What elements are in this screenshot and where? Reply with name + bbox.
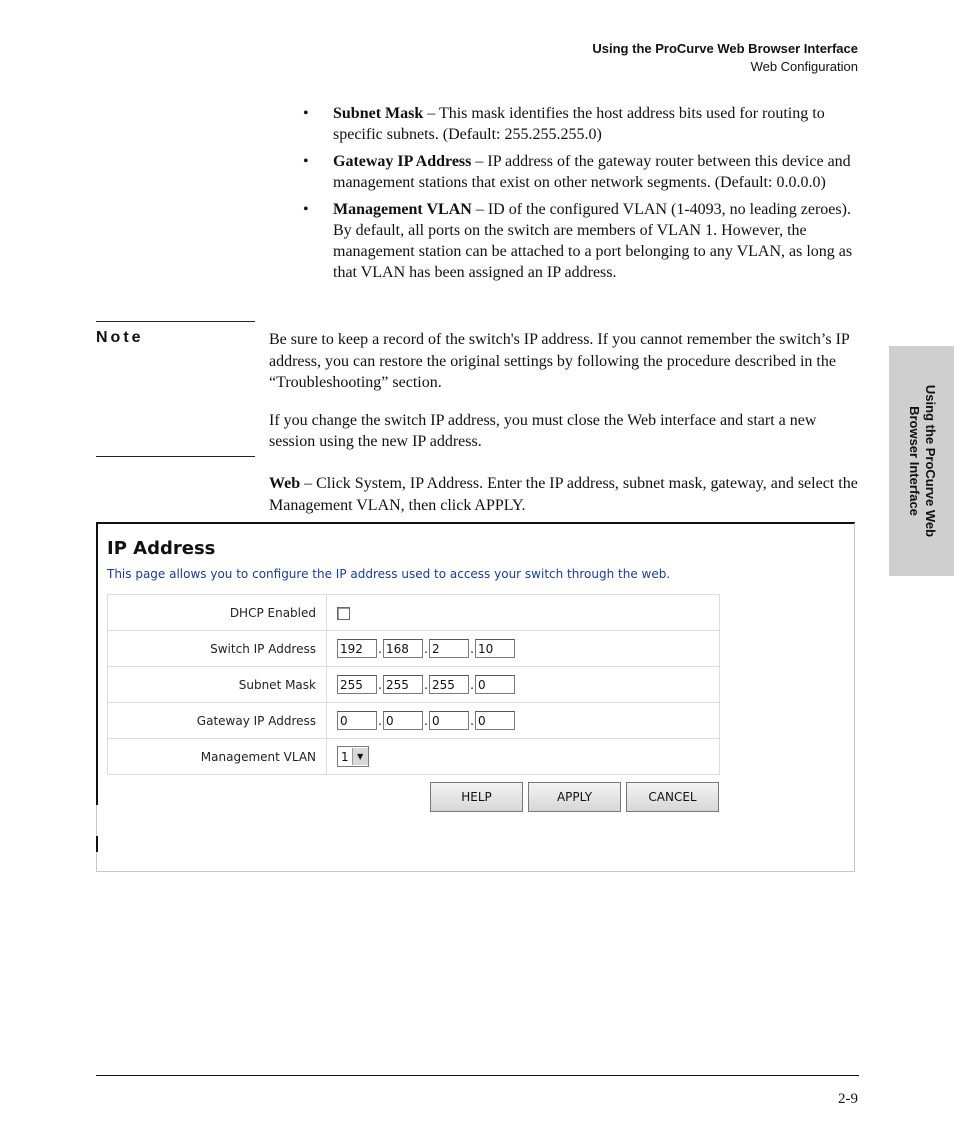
dhcp-label: DHCP Enabled bbox=[108, 595, 327, 631]
bullet-gateway-ip bbox=[303, 151, 859, 193]
bullet-text: – ID of the configured VLAN (1-4093, no leading zeroes). By default, all ports on the switch are members of VLAN 1. However, the management station can be attached to a port belonging to any VLAN, as long as that VLAN has been assigned an IP address. bbox=[333, 201, 853, 281]
switch-ip-octet-1[interactable]: 192 bbox=[337, 639, 377, 658]
subnet-mask-label: Subnet Mask bbox=[108, 667, 327, 703]
octet-dot: . bbox=[470, 677, 474, 692]
management-vlan-label: Management VLAN bbox=[108, 739, 327, 775]
bullet-term: Subnet Mask bbox=[333, 105, 424, 122]
vlan-selected-value: 1 bbox=[341, 749, 349, 764]
octet-dot: . bbox=[378, 713, 382, 728]
page-description: This page allows you to configure the IP address used to access your switch through the web. bbox=[107, 567, 671, 581]
side-tab-text bbox=[906, 356, 938, 566]
octet-dot: . bbox=[378, 677, 382, 692]
gateway-octet-4[interactable]: 0 bbox=[475, 711, 515, 730]
bullet-list bbox=[303, 103, 859, 289]
subnet-octet-3[interactable]: 255 bbox=[429, 675, 469, 694]
bullet-management-vlan bbox=[303, 199, 859, 283]
note-label: Note bbox=[96, 329, 144, 346]
screenshot-edge bbox=[96, 522, 98, 805]
side-tab-line-2: Browser Interface bbox=[906, 406, 922, 516]
help-button[interactable]: HELP bbox=[430, 782, 523, 812]
note-body bbox=[269, 329, 859, 469]
table-row bbox=[108, 595, 720, 631]
table-row bbox=[108, 631, 720, 667]
octet-dot: . bbox=[470, 713, 474, 728]
bullet-term: Gateway IP Address bbox=[333, 153, 472, 170]
bullet-dot: • bbox=[303, 153, 309, 170]
octet-dot: . bbox=[424, 713, 428, 728]
bullet-subnet-mask bbox=[303, 103, 859, 145]
management-vlan-select[interactable] bbox=[337, 746, 369, 767]
page-title: IP Address bbox=[107, 538, 216, 559]
web-instructions bbox=[269, 473, 859, 516]
apply-button[interactable]: APPLY bbox=[528, 782, 621, 812]
web-term: Web bbox=[269, 475, 301, 492]
ip-settings-table bbox=[107, 594, 720, 775]
gateway-octet-3[interactable]: 0 bbox=[429, 711, 469, 730]
chevron-down-icon[interactable]: ▼ bbox=[352, 748, 368, 765]
side-tab-line-1: Using the ProCurve Web bbox=[922, 384, 938, 538]
table-row bbox=[108, 703, 720, 739]
subnet-octet-4[interactable]: 0 bbox=[475, 675, 515, 694]
bullet-text: – This mask identifies the host address bits used for routing to specific subnets. (Default: 255.255.255.0) bbox=[333, 105, 825, 143]
bullet-text: – IP address of the gateway router between this device and management stations that exist on other network segments. (Default: 0.0.0.0) bbox=[333, 153, 851, 191]
bullet-term: Management VLAN bbox=[333, 201, 472, 218]
note-rule-bottom bbox=[96, 456, 255, 457]
subnet-octet-2[interactable]: 255 bbox=[383, 675, 423, 694]
gateway-octet-1[interactable]: 0 bbox=[337, 711, 377, 730]
octet-dot: . bbox=[424, 641, 428, 656]
switch-ip-octet-2[interactable]: 168 bbox=[383, 639, 423, 658]
footer-rule bbox=[96, 1075, 859, 1076]
dhcp-enabled-checkbox[interactable] bbox=[337, 607, 350, 620]
bullet-dot: • bbox=[303, 105, 309, 122]
switch-ip-octet-3[interactable]: 2 bbox=[429, 639, 469, 658]
ip-address-screenshot bbox=[96, 522, 855, 872]
gateway-octet-2[interactable]: 0 bbox=[383, 711, 423, 730]
note-rule-top bbox=[96, 321, 255, 322]
running-header-title: Using the ProCurve Web Browser Interface bbox=[592, 41, 858, 56]
running-header-section: Web Configuration bbox=[750, 59, 858, 74]
page-number: 2-9 bbox=[838, 1091, 858, 1107]
chapter-side-tab bbox=[889, 346, 954, 576]
gateway-ip-label: Gateway IP Address bbox=[108, 703, 327, 739]
web-text: – Click System, IP Address. Enter the IP address, subnet mask, gateway, and select the Management VLAN, then click APPLY. bbox=[269, 475, 858, 514]
octet-dot: . bbox=[470, 641, 474, 656]
switch-ip-octet-4[interactable]: 10 bbox=[475, 639, 515, 658]
table-row bbox=[108, 667, 720, 703]
octet-dot: . bbox=[424, 677, 428, 692]
table-row bbox=[108, 739, 720, 775]
note-paragraph-2: If you change the switch IP address, you must close the Web interface and start a new session using the new IP address. bbox=[269, 411, 817, 450]
screenshot-edge bbox=[96, 836, 98, 852]
switch-ip-label: Switch IP Address bbox=[108, 631, 327, 667]
cancel-button[interactable]: CANCEL bbox=[626, 782, 719, 812]
octet-dot: . bbox=[378, 641, 382, 656]
note-paragraph-1: Be sure to keep a record of the switch's IP address. If you cannot remember the switch’s IP address, you can restore the original settings by following the procedure described in the “Troubleshooting” section. bbox=[269, 331, 850, 391]
subnet-octet-1[interactable]: 255 bbox=[337, 675, 377, 694]
bullet-dot: • bbox=[303, 201, 309, 218]
